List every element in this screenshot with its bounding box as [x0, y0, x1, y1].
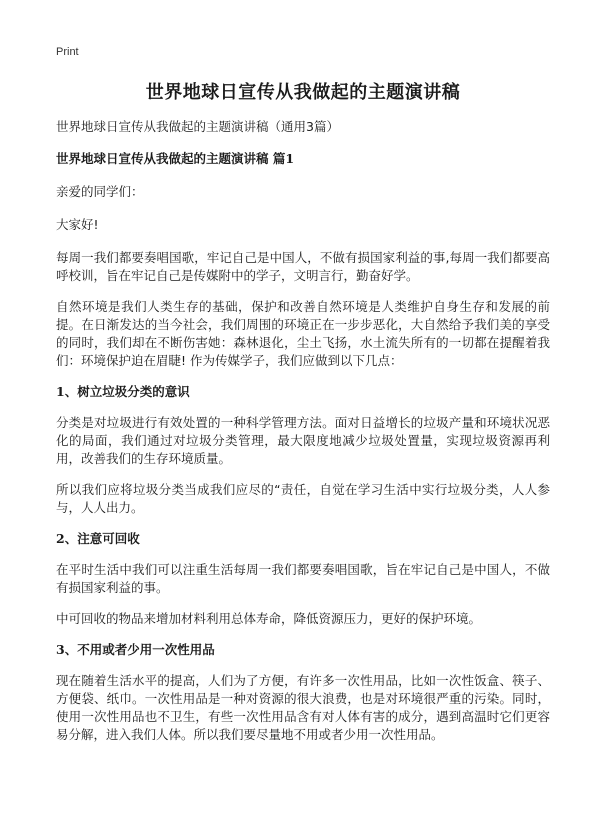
paragraph-2: 自然环境是我们人类生存的基础，保护和改善自然环境是人类维护自身生存和发展的前提。在日渐发达的当今社会，我们周围的环境正在一步步恶化，大自然给予我们美的享受的同时，我们却在不断伤害她：森林退化，尘土飞扬，水土流失所有的一切都在提醒着我们：环境保护迫在眉睫! 作为传媒学子，我们应做到以下几点： — [56, 299, 550, 368]
section-1-paragraph-2: 所以我们应将垃圾分类当成我们应尽的“责任，自觉在学习生活中实行垃圾分类，人人参与，人人出力。 — [56, 482, 550, 515]
section-2-paragraph-2: 中可回收的物品来增加材料利用总体寿命，降低资源压力，更好的保护环境。 — [56, 611, 482, 626]
section-2-paragraph-1: 在平时生活中我们可以注重生活每周一我们都要奏唱国歌，旨在牢记自己是中国人，不做有损国家利益的事。 — [56, 562, 550, 595]
page-title: 世界地球日宣传从我做起的主题演讲稿 — [145, 82, 461, 103]
section-heading-1: 1、树立垃圾分类的意识 — [56, 384, 190, 399]
greeting-text: 亲爱的同学们： — [56, 184, 144, 199]
section-3-paragraph-1: 现在随着生活水平的提高，人们为了方便，有许多一次性用品，比如一次性饭盒、筷子、方便袋、纸巾。一次性用品是一种对资源的很大浪费，也是对环境很严重的污染。同时，使用一次性用品也不卫生，有些一次性用品含有对人体有害的成分，遇到高温时它们更容易分解，进入我们人体。所以我们要尽量地不用或者少用一次性用品。 — [56, 673, 550, 742]
section-1-paragraph-1: 分类是对垃圾进行有效处置的一种科学管理方法。面对日益增长的垃圾产量和环境状况恶化的局面，我们通过对垃圾分类管理，最大限度地减少垃圾处置量，实现垃圾资源再利用，改善我们的生存环境质量。 — [56, 415, 550, 466]
section-heading-2: 2、注意可回收 — [56, 531, 140, 546]
hello-text: 大家好! — [56, 217, 99, 232]
paragraph-1: 每周一我们都要奏唱国歌，牢记自己是中国人，不做有损国家利益的事,每周一我们都要高呼校训，旨在牢记自己是传媒附中的学子，文明言行，勤奋好学。 — [56, 250, 550, 283]
section-heading-3: 3、不用或者少用一次性用品 — [56, 642, 215, 657]
article-heading: 世界地球日宣传从我做起的主题演讲稿 篇1 — [56, 151, 295, 166]
document-subtitle: 世界地球日宣传从我做起的主题演讲稿（通用3篇） — [56, 119, 339, 134]
print-link[interactable]: Print — [56, 46, 79, 58]
